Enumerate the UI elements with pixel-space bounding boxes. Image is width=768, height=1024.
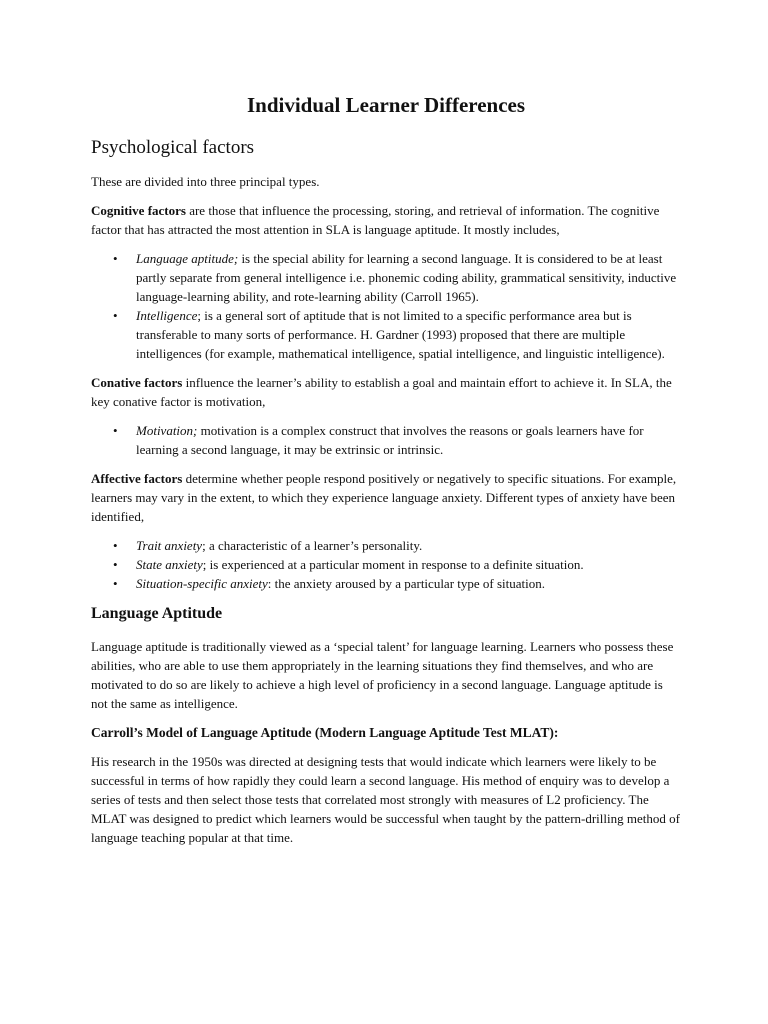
document-content [91,92,681,857]
list-item [91,421,681,459]
section-heading-psychological-factors: Psychological factors [91,137,255,158]
list-item-term: Trait anxiety [136,538,203,553]
affective-factors-list [91,536,681,593]
list-item [91,555,681,574]
list-item-term: State anxiety [136,557,203,572]
bullet-icon: • [113,576,118,591]
bullet-icon: • [113,308,118,323]
conative-factors-list [91,421,681,459]
language-aptitude-paragraph: Language aptitude is traditionally viewed as a ‘special talent’ for language learning. Learners who possess these abilities, who are able to use them appropriately in the learning situations they find themselves, and who are motivated to do so are likely to achieve a high level of proficiency in a second language. Language aptitude is not the same as intelligence. [91,639,674,711]
list-item [91,306,681,363]
list-item-text: : the anxiety aroused by a particular type of situation. [267,576,546,591]
bullet-icon: • [113,423,118,438]
intro-paragraph: These are divided into three principal types. [91,174,320,189]
conative-factors-paragraph [91,373,681,411]
list-item-text: ; is a general sort of aptitude that is not limited to a specific performance area but is transferable to many sorts of performance. H. Gardner (1993) proposed that there are multiple intelligences (for example, mathematical intelligence, spatial intelligence, and linguistic intelligence). [136,308,665,361]
carroll-model-paragraph: His research in the 1950s was directed at designing tests that would indicate which learners were likely to be successful in terms of how rapidly they could learn a second language. His method of enquiry was to develop a series of tests and then select those tests that correlated most strongly with measures of L2 proficiency. The MLAT was designed to predict which learners would be successful when taught by the pattern-drilling method of language teaching popular at that time. [91,754,680,845]
document-title: Individual Learner Differences [246,93,526,117]
subsection-heading-carroll-model: Carroll’s Model of Language Aptitude (Modern Language Aptitude Test MLAT): [91,725,559,740]
list-item [91,536,681,555]
bullet-icon: • [113,251,118,266]
list-item [91,249,681,306]
affective-factors-text: determine whether people respond positively or negatively to specific situations. For example, learners may vary in the extent, to which they experience language anxiety. Different types of anxiety have been identified, [91,471,677,524]
bullet-icon: • [113,538,118,553]
list-item [91,574,681,593]
list-item-text: is the special ability for learning a second language. It is considered to be at least partly separate from general intelligence i.e. phonemic coding ability, grammatical sensitivity, inductive language-learning ability, and rote-learning ability (Carroll 1965). [136,251,677,304]
cognitive-factors-text: are those that influence the processing, storing, and retrieval of information. The cognitive factor that has attracted the most attention in SLA is language aptitude. It mostly includes, [91,203,660,237]
affective-factors-paragraph [91,469,681,526]
conative-factors-text: influence the learner’s ability to establish a goal and maintain effort to achieve it. In SLA, the key conative factor is motivation, [91,375,672,409]
list-item-term: Situation-specific anxiety [136,576,268,591]
cognitive-factors-list [91,249,681,363]
list-item-term: Intelligence [136,308,198,323]
list-item-text: motivation is a complex construct that involves the reasons or goals learners have for learning a second language, it may be extrinsic or intrinsic. [136,423,644,457]
list-item-term: Language aptitude; [136,251,239,266]
list-item-text: ; is experienced at a particular moment in response to a definite situation. [202,557,584,572]
list-item-text: ; a characteristic of a learner’s personality. [202,538,423,553]
cognitive-factors-term: Cognitive factors [91,203,186,218]
list-item-term: Motivation; [136,423,198,438]
conative-factors-term: Conative factors [91,375,183,390]
cognitive-factors-paragraph [91,201,681,239]
affective-factors-term: Affective factors [91,471,183,486]
bullet-icon: • [113,557,118,572]
section-heading-language-aptitude: Language Aptitude [91,605,223,622]
